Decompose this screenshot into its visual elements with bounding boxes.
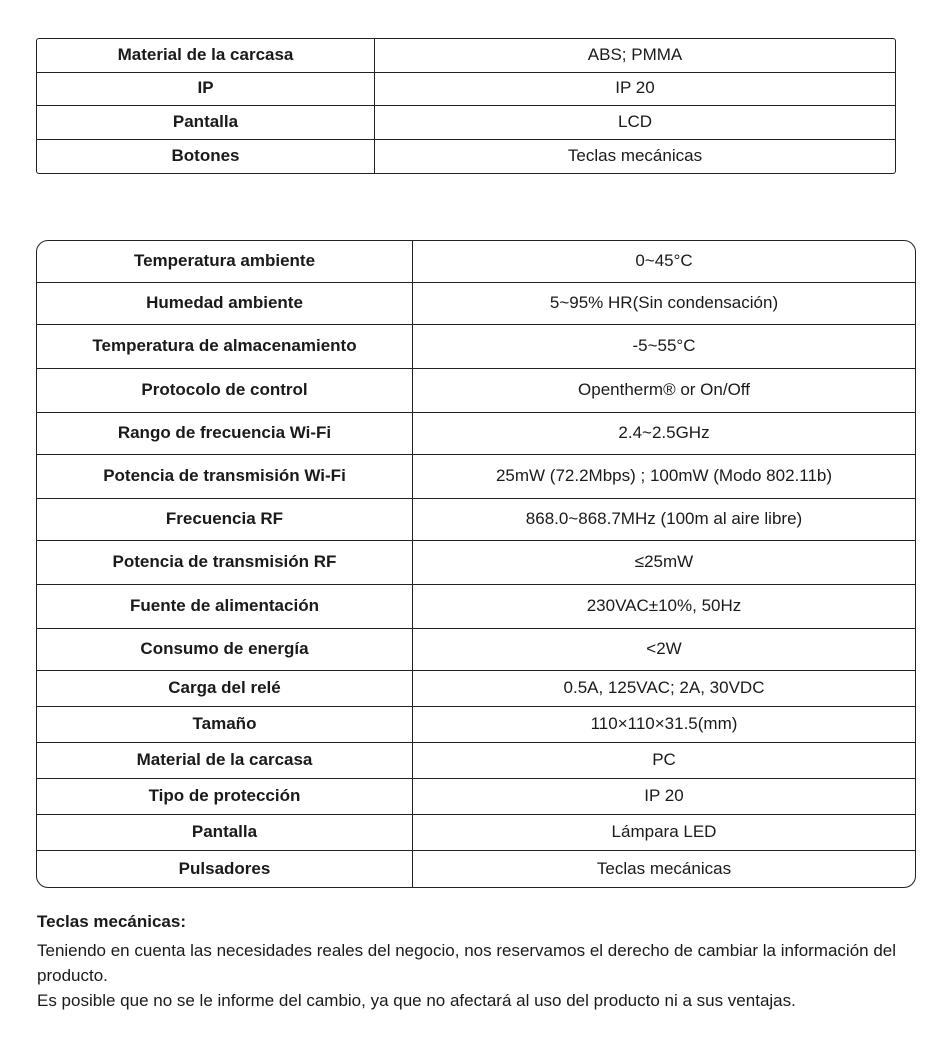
spec-value: Teclas mecánicas bbox=[567, 145, 703, 165]
notes-paragraph: Teniendo en cuenta las necesidades reales del negocio, nos reservamos el derecho de cambiar la información del producto. bbox=[37, 941, 897, 985]
notes-title: Teclas mecánicas: bbox=[37, 912, 186, 931]
table-row bbox=[37, 39, 895, 73]
table-row bbox=[37, 369, 915, 413]
spec-label: Temperatura de almacenamiento bbox=[37, 325, 413, 369]
spec-value: ABS; PMMA bbox=[375, 39, 895, 73]
table-row bbox=[37, 743, 915, 779]
spec-value: IP 20 bbox=[375, 73, 895, 107]
table-row bbox=[37, 779, 915, 815]
notes-paragraph: Es posible que no se le informe del cambio, ya que no afectará al uso del producto ni a sus ventajas. bbox=[37, 991, 796, 1010]
spec-label: Material de la carcasa bbox=[37, 743, 413, 779]
table-row bbox=[37, 140, 895, 174]
spec-value: 0.5A, 125VAC; 2A, 30VDC bbox=[413, 671, 915, 707]
table-row bbox=[37, 73, 895, 107]
spec-value: 0~45°C bbox=[413, 241, 915, 283]
spec-label: Potencia de transmisión Wi-Fi bbox=[37, 455, 413, 499]
spec-value: 110×110×31.5(mm) bbox=[413, 707, 915, 743]
spec-value: 2.4~2.5GHz bbox=[413, 413, 915, 455]
spec-label: Pantalla bbox=[37, 815, 413, 851]
spec-value: IP 20 bbox=[413, 779, 915, 815]
housing-spec-table bbox=[36, 38, 896, 174]
spec-label: Humedad ambiente bbox=[37, 283, 413, 325]
spec-value: PC bbox=[413, 743, 915, 779]
table-row bbox=[37, 629, 915, 671]
table-row bbox=[37, 851, 915, 887]
spec-label: Pantalla bbox=[37, 106, 375, 140]
spec-label: Temperatura ambiente bbox=[37, 241, 413, 283]
spec-label: Tamaño bbox=[37, 707, 413, 743]
spec-value: ≤25mW bbox=[413, 541, 915, 585]
spec-value: -5~55°C bbox=[413, 325, 915, 369]
table-row bbox=[37, 455, 915, 499]
spec-value: LCD bbox=[375, 106, 895, 140]
table-row bbox=[37, 585, 915, 629]
spec-value: 5~95% HR(Sin condensación) bbox=[413, 283, 915, 325]
technical-spec-table bbox=[36, 240, 916, 888]
table-row bbox=[37, 707, 915, 743]
spec-value: Teclas mecánicas bbox=[596, 858, 732, 878]
table-row bbox=[37, 541, 915, 585]
spec-label: Frecuencia RF bbox=[37, 499, 413, 541]
table-row bbox=[37, 815, 915, 851]
spec-label: Pulsadores bbox=[37, 851, 413, 887]
spec-value: 230VAC±10%, 50Hz bbox=[413, 585, 915, 629]
spec-label: IP bbox=[37, 73, 375, 107]
notes-section bbox=[37, 912, 927, 1013]
spec-value: 868.0~868.7MHz (100m al aire libre) bbox=[413, 499, 915, 541]
table-row bbox=[37, 106, 895, 140]
spec-label: Consumo de energía bbox=[37, 629, 413, 671]
table-row bbox=[37, 325, 915, 369]
table-row bbox=[37, 241, 915, 283]
spec-label: Rango de frecuencia Wi-Fi bbox=[37, 413, 413, 455]
spec-value: Lámpara LED bbox=[413, 815, 915, 851]
spec-label: Botones bbox=[37, 140, 375, 174]
spec-value: Opentherm® or On/Off bbox=[413, 369, 915, 413]
spec-value: 25mW (72.2Mbps) ; 100mW (Modo 802.11b) bbox=[413, 455, 915, 499]
table-row bbox=[37, 283, 915, 325]
table-row bbox=[37, 499, 915, 541]
spec-label: Material de la carcasa bbox=[37, 39, 375, 73]
spec-label: Carga del relé bbox=[37, 671, 413, 707]
spec-label: Fuente de alimentación bbox=[37, 585, 413, 629]
spec-label: Potencia de transmisión RF bbox=[37, 541, 413, 585]
spec-label: Protocolo de control bbox=[37, 369, 413, 413]
spec-label: Tipo de protección bbox=[37, 779, 413, 815]
table-row bbox=[37, 413, 915, 455]
spec-value: <2W bbox=[413, 629, 915, 671]
table-row bbox=[37, 671, 915, 707]
